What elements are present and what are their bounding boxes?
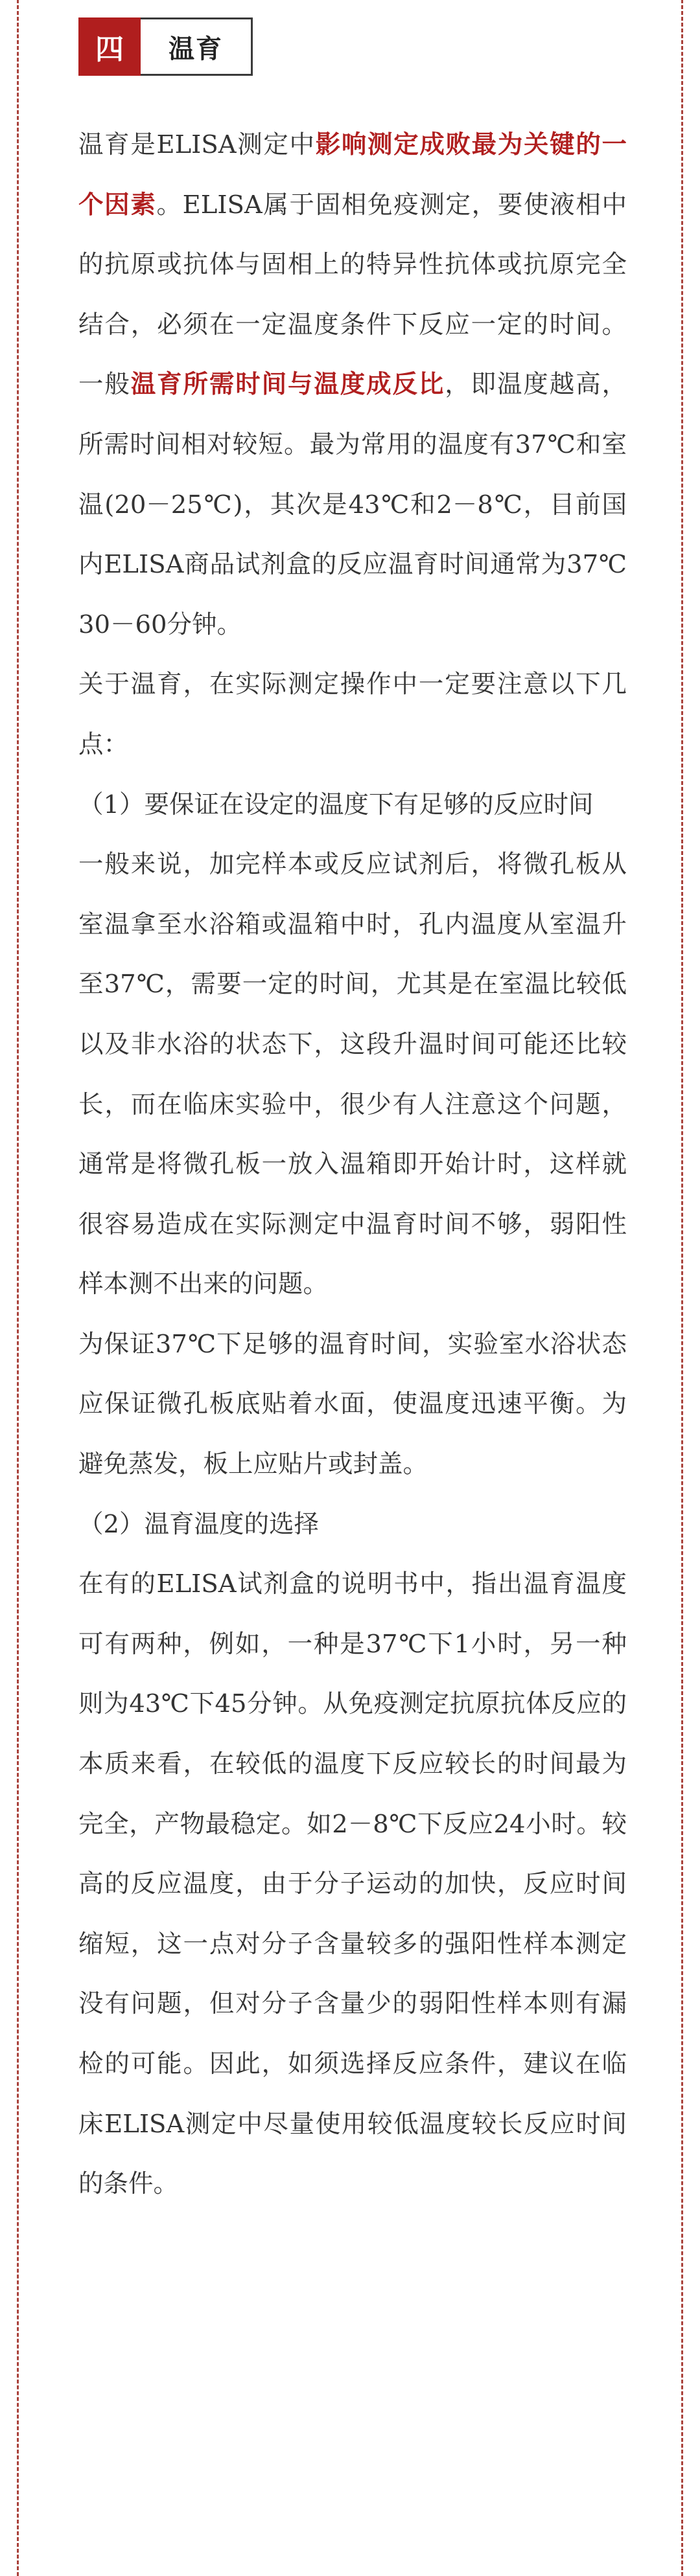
intro-text-c: 。ELISA属于固相免疫测定，要使液相中的抗原或抗体与固相上的特异性抗体或抗原完全结合，必须在一定温度条件下反应一定的时间。一般 xyxy=(78,190,627,400)
paragraph-intro xyxy=(78,115,627,655)
section-number-badge: 四 xyxy=(78,17,141,76)
intro-text-e: ，即温度越高，所需时间相对较短。最为常用的温度有37℃和室温(20－25℃)，其次是43℃和2－8℃，目前国内ELISA商品试剂盒的反应温育时间通常为37℃ 30－60分钟。 xyxy=(78,370,627,639)
highlight-key-factor: 影响测定成败最为关键的一个因素 xyxy=(78,130,627,220)
subheading-temperature-choice: （2）温育温度的选择 xyxy=(78,1509,319,1539)
highlight-time-temperature: 温育所需时间与温度成反比 xyxy=(130,370,445,400)
intro-text-a: 温育是ELISA测定中 xyxy=(78,130,316,159)
paragraph-warmup-time: 一般来说，加完样本或反应试剂后，将微孔板从室温拿至水浴箱或温箱中时，孔内温度从室温升至37℃，需要一定的时间，尤其是在室温比较低以及非水浴的状态下，这段升温时间可能还比较长，而在临床实验中，很少有人注意这个问题，通常是将微孔板一放入温箱即开始计时，这样就很容易造成在实际测定中温育时间不够，弱阳性样本测不出来的问题。 xyxy=(78,850,627,1299)
paragraph-temperature-choice: 在有的ELISA试剂盒的说明书中，指出温育温度可有两种，例如，一种是37℃下1小时，另一种则为43℃下45分钟。从免疫测定抗原抗体反应的本质来看，在较低的温度下反应较长的时间最为完全，产物最稳定。如2－8℃下反应24小时。较高的反应温度，由于分子运动的加快，反应时间缩短，这一点对分子含量较多的强阳性样本测定没有问题，但对分子含量少的弱阳性样本则有漏检的可能。因此，如须选择反应条件，建议在临床ELISA测定中尽量使用较低温度较长反应时间的条件。 xyxy=(78,1569,627,2199)
article-body xyxy=(78,115,627,2215)
section-title: 温育 xyxy=(141,17,253,76)
paragraph-water-bath: 为保证37℃下足够的温育时间，实验室水浴状态应保证微孔板底贴着水面，使温度迅速平衡。为避免蒸发，板上应贴片或封盖。 xyxy=(78,1329,627,1479)
subheading-reaction-time: （1）要保证在设定的温度下有足够的反应时间 xyxy=(78,790,594,819)
section-header xyxy=(78,17,253,76)
paragraph-notes-intro: 关于温育，在实际测定操作中一定要注意以下几点： xyxy=(78,670,627,759)
